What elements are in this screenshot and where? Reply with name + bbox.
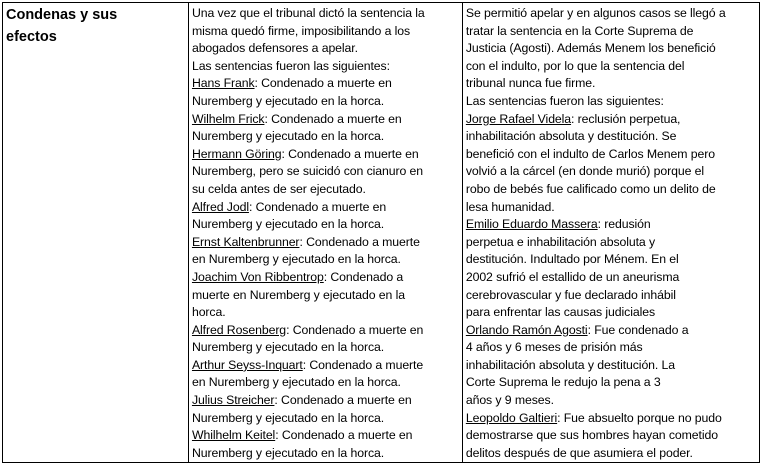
sentence-text-line: 4 años y 6 meses de prisión más	[465, 340, 643, 355]
defendant-name: Alfred Jodl	[191, 199, 249, 214]
paragraph-line: misma quedó firme, imposibilitando a los	[191, 23, 411, 38]
paragraph-line: Una vez que el tribunal dictó la sentencia la	[191, 6, 425, 20]
defendant-name: Alfred Rosenberg	[191, 322, 287, 337]
sentence-text-line: Nuremberg y ejecutado en la horca.	[191, 340, 385, 355]
sentence-text-line: inhabilitación absoluta y destitución. Se	[465, 129, 677, 144]
table-row	[3, 3, 760, 463]
sentence-text-line: muerte en Nuremberg y ejecutado en la	[191, 287, 405, 302]
sentence-entry	[192, 269, 462, 287]
sentence-text-line: Nuremberg, pero se suicidó con cianuro en	[191, 164, 423, 179]
sentence-entry	[466, 216, 759, 234]
sentence-text-line: Nuremberg y ejecutado en la horca.	[191, 129, 385, 144]
sentence-text-line: inhabilitación absoluta y destitución. La	[465, 357, 676, 372]
paragraph-line: tribunal nunca fue firme.	[465, 76, 596, 91]
sentence-text: : Condenado a muerte en	[281, 146, 419, 161]
sentence-text-line: demostrarse que sus hombres hayan cometido	[465, 428, 718, 443]
sentence-text: : Condenado a muerte	[302, 357, 424, 372]
sentence-text-line: Nuremberg y ejecutado en la horca.	[191, 217, 385, 232]
sentence-entry	[192, 357, 462, 375]
paragraph-line: con el indulto, por lo que la sentencia del	[465, 58, 685, 73]
sentence-text: : Fue condenado a	[587, 322, 689, 337]
sentence-text-line: perpetua e inhabilitación absoluta y	[465, 234, 656, 249]
sentence-text-line: robo de bebés fue calificado como un delito de	[465, 181, 716, 196]
defendant-name: Hans Frank	[191, 76, 255, 91]
sentence-text: : Condenado a muerte en	[248, 199, 387, 214]
row-heading	[6, 4, 188, 48]
row-heading-line: Condenas y sus	[6, 7, 118, 23]
sentence-entry	[466, 410, 759, 428]
sentence-text-line: años y 9 meses.	[465, 393, 554, 408]
sentence-text: : Condenado a muerte en	[275, 428, 413, 443]
paragraph-line: Las sentencias fueron las siguientes:	[191, 58, 390, 73]
sentence-text: : Condenado a muerte en	[254, 76, 392, 91]
sentence-text-line: para enfrentar las causas judiciales	[465, 305, 656, 320]
sentence-text-line: lesa humanidad.	[465, 199, 555, 214]
sentence-text-line: su celda antes de ser ejecutado.	[191, 181, 366, 196]
defendant-name: Wilhelm Frick	[191, 111, 265, 126]
sentence-text-line: Nuremberg y ejecutado en la horca.	[191, 410, 385, 425]
sentence-entry	[192, 234, 462, 252]
sentence-entry	[192, 146, 462, 164]
sentence-text-line: Corte Suprema le redujo la pena a 3	[465, 375, 661, 390]
argentina-text	[466, 5, 759, 462]
sentence-text-line: en Nuremberg y ejecutado en la horca.	[191, 252, 401, 267]
row-heading-line: efectos	[6, 29, 57, 45]
paragraph-line: Justicia (Agosti). Además Menem los benefició	[465, 41, 716, 56]
sentence-text-line: benefició con el indulto de Carlos Menem pero	[465, 146, 715, 161]
defendant-name: Joachim Von Ribbentrop	[191, 269, 324, 284]
sentence-text: : Condenado a muerte en	[264, 111, 402, 126]
sentence-text-line: volvió a la cárcel (en donde murió) porque el	[465, 164, 704, 179]
sentence-text: : Condenado a muerte en	[274, 393, 412, 408]
sentence-text-line: cerebrovascular y fue declarado inhábil	[465, 287, 676, 302]
paragraph-line: abogados defensores a apelar.	[191, 41, 358, 56]
defendant-name: Emilio Eduardo Massera	[465, 217, 598, 232]
sentence-text: : Condenado a	[323, 269, 404, 284]
sentence-entry	[466, 322, 759, 340]
defendant-name: Jorge Rafael Videla	[465, 111, 572, 126]
defendant-name: Julius Streicher	[191, 393, 275, 408]
heading-cell	[3, 3, 189, 463]
sentence-entry	[192, 199, 462, 217]
sentence-text-line: destitución. Indultado por Ménem. En el	[465, 252, 679, 267]
paragraph-line: Se permitió apelar y en algunos casos se llegó a	[465, 6, 726, 20]
nuremberg-cell	[188, 3, 462, 463]
defendant-name: Arthur Seyss-Inquart	[191, 357, 303, 372]
argentina-cell	[462, 3, 759, 463]
sentence-text-line: Nuremberg y ejecutado en la horca.	[191, 93, 385, 108]
sentence-entry	[192, 392, 462, 410]
paragraph-line: tratar la sentencia en la Corte Suprema de	[465, 23, 694, 38]
paragraph-line: Las sentencias fueron las siguientes:	[465, 93, 664, 108]
sentence-entry	[466, 111, 759, 129]
sentences-table	[2, 2, 760, 463]
sentence-entry	[192, 322, 462, 340]
sentence-text: : Fue absuelto porque no pudo	[557, 410, 722, 425]
sentence-text: : redusión	[597, 217, 651, 232]
sentence-text: : Condenado a muerte	[299, 234, 420, 249]
defendant-name: Hermann Göring	[191, 146, 282, 161]
sentence-entry	[192, 111, 462, 129]
defendant-name: Whilhelm Keitel	[191, 428, 276, 443]
sentence-text-line: delitos después de que asumiera el poder.	[465, 445, 693, 460]
sentence-entry	[192, 75, 462, 93]
sentence-entry	[192, 427, 462, 445]
sentence-text-line: Nuremberg y ejecutado en la horca.	[191, 445, 385, 460]
sentence-text: : Condenado a muerte en	[286, 322, 424, 337]
defendant-name: Ernst Kaltenbrunner	[191, 234, 300, 249]
sentence-text-line: en Nuremberg y ejecutado en la horca.	[191, 375, 401, 390]
sentence-text: : reclusión perpetua,	[571, 111, 681, 126]
defendant-name: Leopoldo Galtieri	[465, 410, 558, 425]
nuremberg-text	[192, 5, 462, 462]
defendant-name: Orlando Ramón Agosti	[465, 322, 588, 337]
sentence-text-line: horca.	[191, 305, 226, 320]
sentence-text-line: 2002 sufrió el estallido de un aneurisma	[465, 269, 680, 284]
